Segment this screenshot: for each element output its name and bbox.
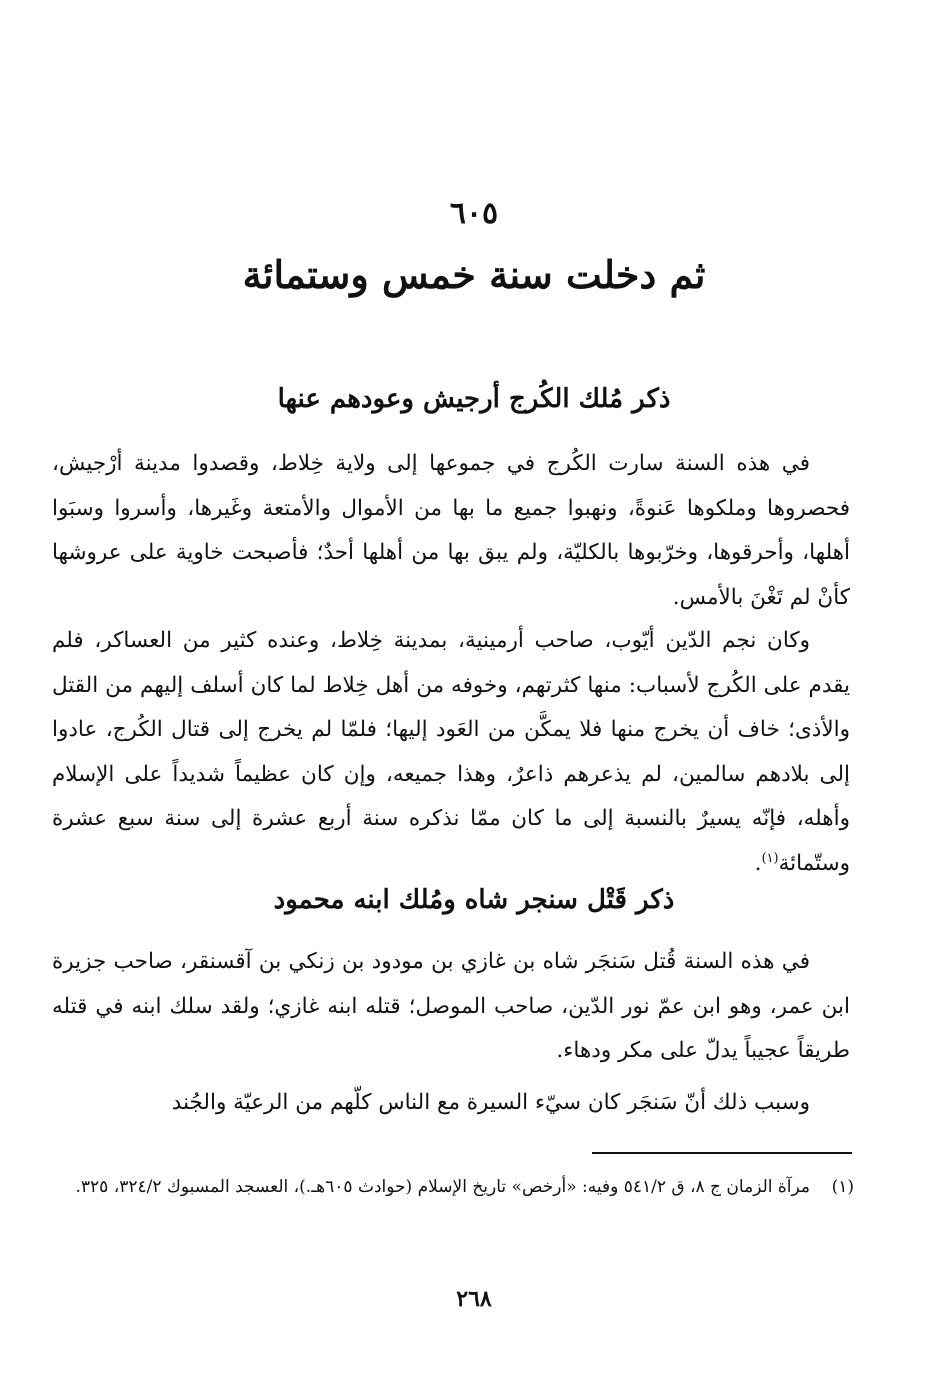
footnote-marker: (١) <box>831 1177 854 1197</box>
paragraph-georgians-2 <box>52 619 850 886</box>
page-number: ٢٦٨ <box>456 1286 492 1312</box>
paragraph-georgians-1: في هذه السنة سارت الكُرج في جموعها إلى ولاية خِلاط، وقصدوا مدينة أرْجيش، فحصروها وملكوها عَنوةً، ونهبوا جميع ما بها من الأموال والأمتعة وغَيرها، وأسروا وسبَوا أهلها، وأحرقوها، وخرّبوها بالكليّة، ولم يبق بها من أهلها أحدٌ؛ فأصبحت خاوية على عروشها كأنْ لم تَغْنَ بالأمس. <box>52 451 850 610</box>
paragraph-sinjar-2: وسبب ذلك أنّ سَنجَر كان سيّء السيرة مع الناس كلّهم من الرعيّة والجُند <box>171 1090 810 1115</box>
section-heading-georgians: ذكر مُلك الكُرج أرجيش وعودهم عنها <box>277 384 671 414</box>
footnote-divider <box>592 1152 852 1154</box>
chapter-number: ٦٠٥ <box>449 196 499 231</box>
paragraph-sinjar-1: في هذه السنة قُتل سَنجَر شاه بن غازي بن مودود بن زنكي بن آقسنقر، صاحب جزيرة ابن عمر، وهو ابن عمّ نور الدّين، صاحب الموصل؛ قتله ابنه غازي؛ ولقد سلك ابنه في قتله طريقاً عجيباً يدلّ على مكر ودهاء. <box>52 949 850 1063</box>
paragraph-georgians-2-text: وكان نجم الدّين أيّوب، صاحب أرمينية، بمدينة خِلاط، وعنده كثير من العساكر، فلم يقدم على الكُرج لأسباب: منها كثرتهم، وخوفه من أهل خِلاط لما كان أسلف إليهم من القتل والأذى؛ خاف أن يخرج منها فلا يمكَّن من العَود إليها؛ فلمّا لم يخرج إلى قتال الكُرج، عادوا إلى بلادهم سالمين، لم يذعرهم ذاعرٌ، وهذا جميعه، وإن كان عظيماً شديداً على الإسلام وأهله، فإنّه يسيرٌ بالنسبة إلى ما كان ممّا نذكره سنة أربع عشرة إلى سنة سبع عشرة وستّمائة <box>52 628 850 876</box>
section-heading-sinjar-shah: ذكر قَتْل سنجر شاه ومُلك ابنه محمود <box>273 885 675 915</box>
chapter-title: ثم دخلت سنة خمس وستمائة <box>242 252 706 297</box>
paragraph-end-mark: . <box>754 850 762 876</box>
footnote-reference: (١) <box>761 850 779 866</box>
footnote-text: مرآة الزمان ج ٨، ق ٥٤١/٢ وفيه: «أرخص» تاريخ الإسلام (حوادث ٦٠٥هـ.)، العسجد المسبوك ٣٢٤/٢، ٣٢٥. <box>75 1177 810 1197</box>
footnote <box>48 1171 854 1203</box>
